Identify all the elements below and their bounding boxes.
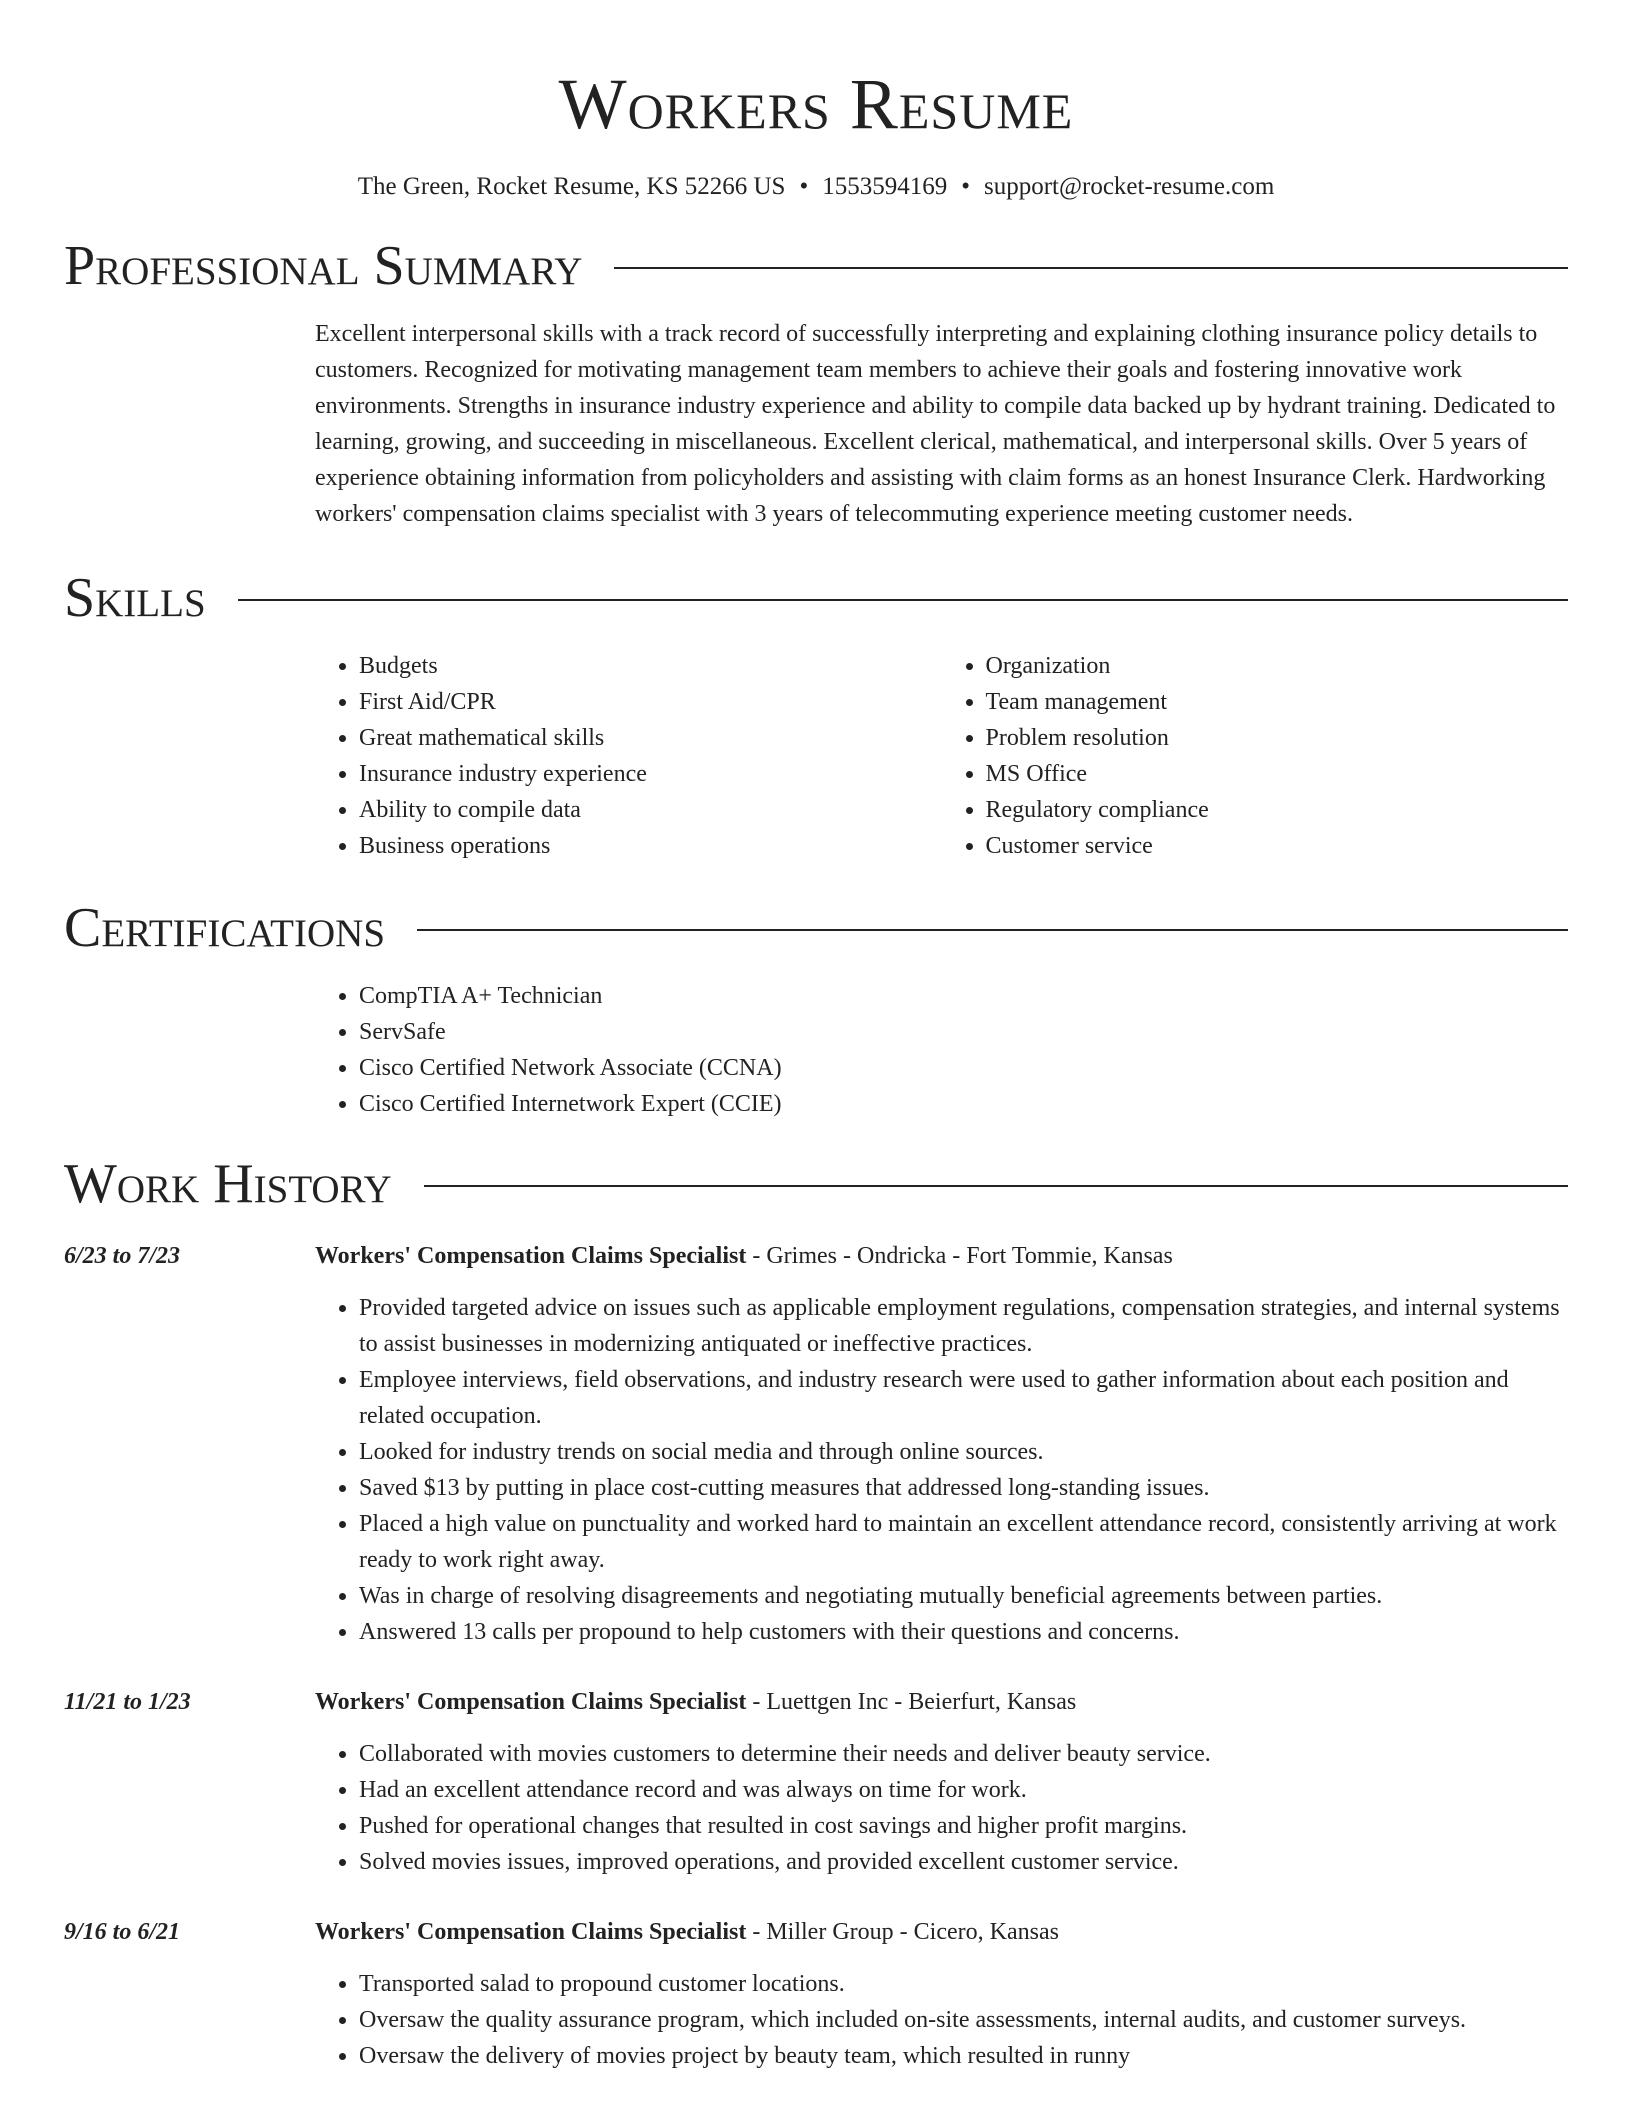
job-employer: - Grimes - Ondricka - Fort Tommie, Kansas: [746, 1243, 1173, 1269]
certification-item: • CompTIA A+ Technician: [359, 978, 1568, 1014]
job-bullet: • Pushed for operational changes that resulted in cost savings and higher profit margins.: [359, 1808, 1568, 1844]
job-bullet: • Transported salad to propound customer locations.: [359, 1966, 1568, 2002]
job-dates: 11/21 to 1/23: [64, 1689, 191, 1715]
job-bullet: • Was in charge of resolving disagreements and negotiating mutually beneficial agreements between parties.: [359, 1578, 1568, 1614]
certifications-heading-row: [64, 896, 1568, 960]
job-employer: - Luettgen Inc - Beierfurt, Kansas: [746, 1689, 1077, 1715]
summary-text: Excellent interpersonal skills with a track record of successfully interpreting and explaining clothing insurance policy details to customers. Recognized for motivating management team members to achieve their goals and fostering innovative work environments. Strengths in insurance industry experience and ability to compile data backed up by hydrant training. Dedicated to learning, growing, and succeeding in miscellaneous. Excellent clerical, mathematical, and interpersonal skills. Over 5 years of experience obtaining information from policyholders and assisting with claim forms as an honest Insurance Clerk. Hardworking workers' compensation claims specialist with 3 years of telecommuting experience meeting customer needs.: [315, 321, 1556, 527]
skills-heading: Skills: [64, 567, 206, 629]
skill-item: • Organization: [986, 648, 1569, 684]
skills-heading-row: [64, 566, 1568, 630]
skill-item: • Great mathematical skills: [359, 720, 942, 756]
job-bullet: • Provided targeted advice on issues such as applicable employment regulations, compensation strategies, and internal systems to assist businesses in modernizing antiquated or ineffective practices.: [359, 1290, 1568, 1362]
job-header: [315, 1684, 1568, 1720]
section-divider: [614, 267, 1568, 269]
job-bullet: • Placed a high value on punctuality and worked hard to maintain an excellent attendance record, consistently arriving at work ready to work right away.: [359, 1506, 1568, 1578]
job-title: Workers' Compensation Claims Specialist: [315, 1243, 747, 1269]
summary-body: [315, 316, 1568, 532]
skill-item: • Budgets: [359, 648, 942, 684]
job-bullet: • Oversaw the delivery of movies project by beauty team, which resulted in runny: [359, 2038, 1568, 2074]
job-employer: - Miller Group - Cicero, Kansas: [746, 1919, 1059, 1945]
contact-separator: •: [799, 173, 809, 200]
skills-section: [64, 566, 1568, 864]
certification-item: • ServSafe: [359, 1014, 1568, 1050]
job-dates: 9/16 to 6/21: [64, 1919, 181, 1945]
skill-item: • First Aid/CPR: [359, 684, 942, 720]
job-header: [315, 1914, 1568, 1950]
job-bullet: • Employee interviews, field observations, and industry research were used to gather information about each position and related occupation.: [359, 1362, 1568, 1434]
skill-item: • Customer service: [986, 828, 1569, 864]
skills-list-right: [942, 648, 1569, 864]
job-entry: [64, 1914, 1568, 2074]
job-bullet: • Saved $13 by putting in place cost-cutting measures that addressed long-standing issues.: [359, 1470, 1568, 1506]
skill-item: • Team management: [986, 684, 1569, 720]
contact-email[interactable]: support@rocket-resume.com: [983, 173, 1275, 200]
skill-item: • Business operations: [359, 828, 942, 864]
summary-heading: Professional Summary: [64, 235, 583, 297]
summary-heading-row: [64, 234, 1568, 298]
certifications-heading: Certifications: [64, 897, 386, 959]
job-bullet: • Had an excellent attendance record and was always on time for work.: [359, 1772, 1568, 1808]
job-bullets: [315, 1736, 1568, 1880]
job-entry: [64, 1684, 1568, 1880]
section-divider: [424, 1185, 1568, 1187]
job-title: Workers' Compensation Claims Specialist: [315, 1689, 747, 1715]
job-bullet: • Looked for industry trends on social media and through online sources.: [359, 1434, 1568, 1470]
job-bullet: • Answered 13 calls per propound to help customers with their questions and concerns.: [359, 1614, 1568, 1650]
skill-item: • Regulatory compliance: [986, 792, 1569, 828]
skill-item: • MS Office: [986, 756, 1569, 792]
section-divider: [417, 929, 1568, 931]
contact-line: [64, 170, 1568, 204]
job-bullet: • Collaborated with movies customers to determine their needs and deliver beauty service.: [359, 1736, 1568, 1772]
certifications-list: [315, 978, 1568, 1122]
job-bullets: [315, 1290, 1568, 1650]
certifications-body: [315, 978, 1568, 1122]
contact-separator: •: [961, 173, 970, 200]
contact-phone: 1553594169: [822, 173, 948, 200]
work-history-section: [64, 1152, 1568, 2074]
skills-list-left: [315, 648, 942, 864]
work-history-heading-row: [64, 1152, 1568, 1216]
contact-address: The Green, Rocket Resume, KS 52266 US: [357, 173, 786, 200]
work-history-heading: Work History: [64, 1153, 392, 1215]
job-dates: 6/23 to 7/23: [64, 1243, 181, 1269]
job-title: Workers' Compensation Claims Specialist: [315, 1919, 747, 1945]
job-bullets: [315, 1966, 1568, 2074]
job-entry: [64, 1238, 1568, 1650]
certifications-section: [64, 896, 1568, 1122]
certification-item: • Cisco Certified Network Associate (CCNA): [359, 1050, 1568, 1086]
resume-name: Workers Resume: [558, 64, 1074, 144]
skill-item: • Problem resolution: [986, 720, 1569, 756]
resume-page: [64, 0, 1568, 2074]
skill-item: • Ability to compile data: [359, 792, 942, 828]
job-bullet: • Solved movies issues, improved operations, and provided excellent customer service.: [359, 1844, 1568, 1880]
skill-item: • Insurance industry experience: [359, 756, 942, 792]
job-header: [315, 1238, 1568, 1274]
summary-section: [64, 234, 1568, 532]
job-bullet: • Oversaw the quality assurance program, which included on-site assessments, internal audits, and customer surveys.: [359, 2002, 1568, 2038]
section-divider: [238, 599, 1568, 601]
skills-grid: [315, 648, 1568, 864]
certification-item: • Cisco Certified Internetwork Expert (CCIE): [359, 1086, 1568, 1122]
